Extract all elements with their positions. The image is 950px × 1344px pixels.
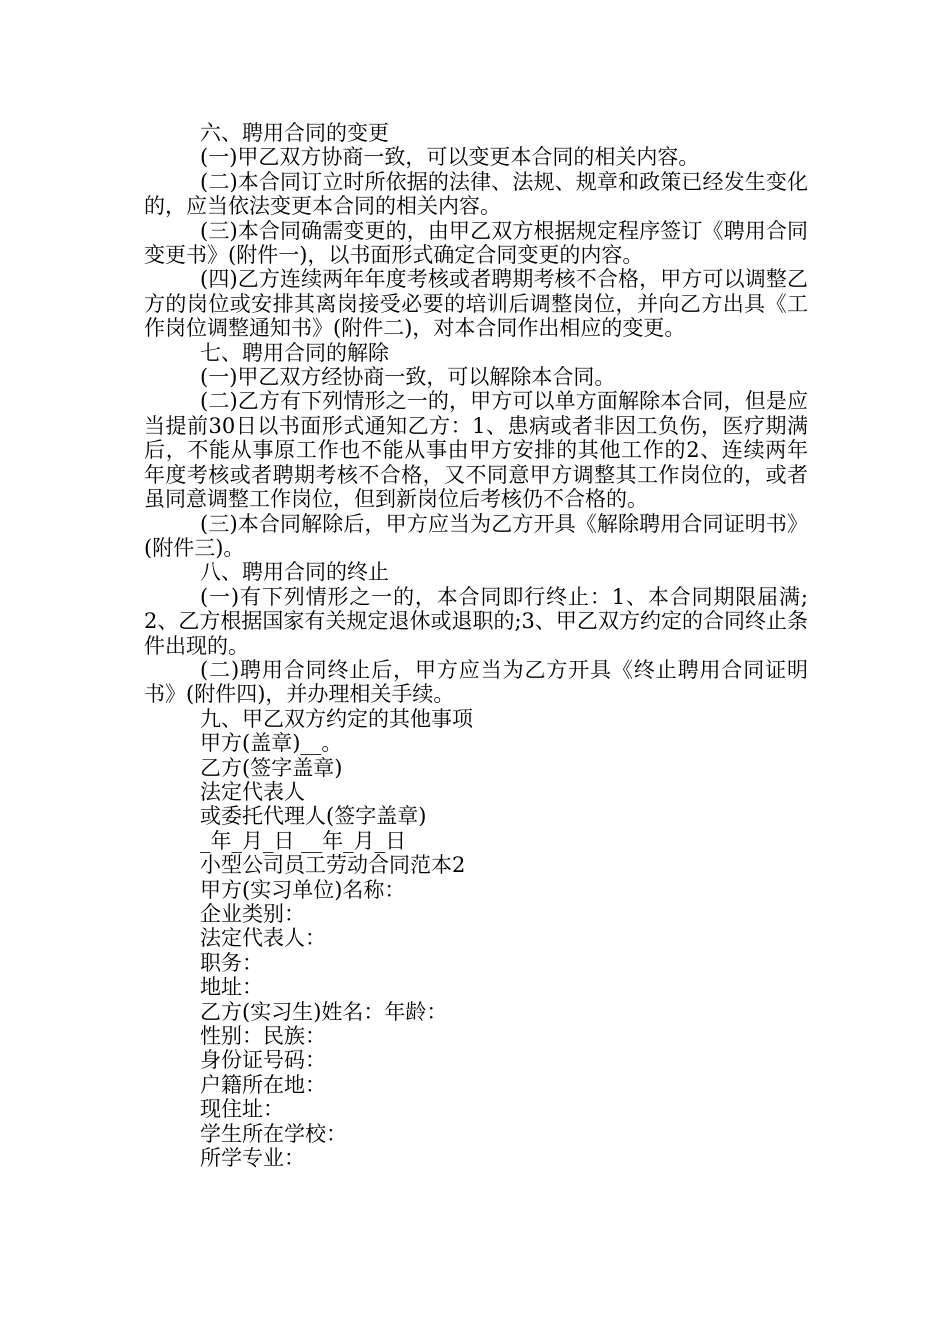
legal-representative-line: 法定代表人 [200, 779, 305, 804]
form-field-household-registration: 户籍所在地： [200, 1072, 326, 1097]
form-field-major: 所学专业： [200, 1146, 305, 1171]
paragraph: (四)乙方连续两年年度考核或者聘期考核不合格，甲方可以调整乙方的岗位或安排其离岗接受必要的培训后调整岗位，并向乙方出具《工作岗位调整通知书》(附件二)，对本合同作出相应的变更。 [144, 267, 808, 341]
form-field-company-name: 甲方(实习单位)名称： [200, 877, 406, 902]
form-field-position: 职务： [200, 950, 263, 975]
form-field-gender-ethnicity: 性别：民族： [200, 1024, 326, 1049]
paragraph: (二)本合同订立时所依据的法律、法规、规章和政策已经发生变化的，应当依法变更本合同的相关内容。 [144, 169, 808, 219]
form-field-intern-name-age: 乙方(实习生)姓名：年龄： [200, 999, 448, 1024]
document-body [144, 121, 808, 1170]
paragraph: (一)有下列情形之一的，本合同即行终止：1、本合同期限届满;2、乙方根据国家有关规定退休或退职的;3、甲乙双方约定的合同终止条件出现的。 [144, 584, 808, 658]
authorized-agent-line: 或委托代理人(签字盖章) [200, 804, 427, 829]
paragraph: (二)聘用合同终止后，甲方应当为乙方开具《终止聘用合同证明书》(附件四)，并办理相关手续。 [144, 657, 808, 707]
paragraph: (一)甲乙双方经协商一致，可以解除本合同。 [200, 365, 616, 390]
date-line: _年_月_日 __年_月_日 [200, 828, 407, 853]
template-title: 小型公司员工劳动合同范本2 [200, 853, 466, 878]
paragraph: (三)本合同确需变更的，由甲乙双方根据规定程序签订《聘用合同变更书》(附件一)，以书面形式确定合同变更的内容。 [144, 218, 808, 268]
form-field-address: 地址： [200, 975, 263, 1000]
section-heading-termination: 七、聘用合同的解除 [200, 340, 389, 365]
form-field-id-number: 身份证号码： [200, 1048, 326, 1073]
paragraph: (三)本合同解除后，甲方应当为乙方开具《解除聘用合同证明书》(附件三)。 [144, 511, 808, 560]
paragraph: (一)甲乙双方协商一致，可以变更本合同的相关内容。 [200, 145, 700, 170]
section-heading-change: 六、聘用合同的变更 [200, 121, 389, 145]
form-field-current-address: 现住址： [200, 1097, 284, 1122]
form-field-enterprise-type: 企业类别： [200, 902, 305, 926]
party-b-signature-line: 乙方(签字盖章) [200, 755, 343, 780]
section-heading-other: 九、甲乙双方约定的其他事项 [200, 706, 473, 731]
party-a-seal-line: 甲方(盖章)__。 [200, 731, 343, 756]
form-field-school: 学生所在学校： [200, 1121, 347, 1146]
form-field-legal-rep: 法定代表人： [200, 926, 326, 951]
paragraph: (二)乙方有下列情形之一的，甲方可以单方面解除本合同，但是应当提前30日以书面形式通知乙方：1、患病或者非因工负伤，医疗期满后，不能从事原工作也不能从事由甲方安排的其他工作的2、连续两年年度考核或者聘期考核不合格，又不同意甲方调整其工作岗位的，或者虽同意调整工作岗位，但到新岗位后考核仍不合格的。 [144, 389, 808, 512]
section-heading-end: 八、聘用合同的终止 [200, 560, 389, 585]
